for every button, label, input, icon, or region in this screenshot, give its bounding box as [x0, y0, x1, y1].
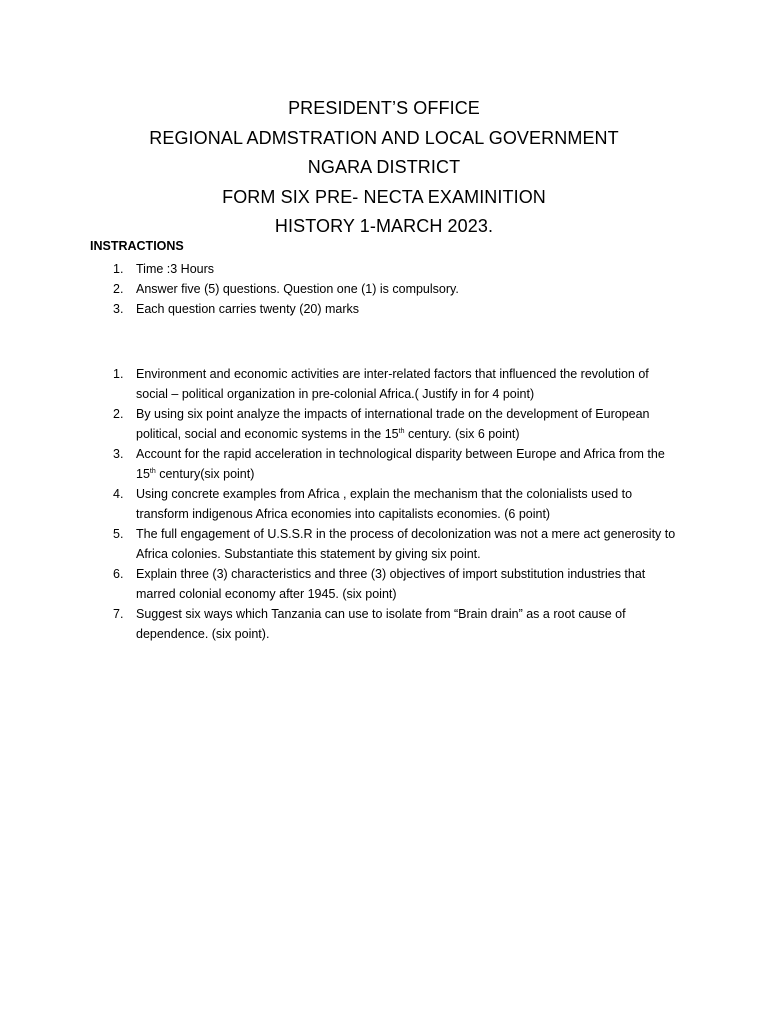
question-number: 6.: [113, 567, 124, 581]
question-item: [0, 404, 768, 444]
question-text-part: century(six point): [155, 467, 255, 481]
instruction-item: [0, 259, 768, 279]
question-number: 3.: [113, 447, 124, 461]
question-text: Using concrete examples from Africa , explain the mechanism that the colonialists used to transform indigenous Africa economies into capitalists economies. (6 point): [136, 487, 633, 521]
header-office: PRESIDENT’S OFFICE: [288, 98, 480, 118]
instruction-text: Answer five (5) questions. Question one (1) is compulsory.: [136, 282, 459, 296]
question-number: 2.: [113, 407, 124, 421]
question-item: [0, 484, 768, 524]
question-number: 7.: [113, 607, 124, 621]
question-item: [0, 604, 768, 644]
instruction-number: 3.: [113, 302, 124, 316]
instruction-number: 1.: [113, 262, 124, 276]
question-text-part: Account for the rapid acceleration in technological disparity between Europe and Africa from the 15: [136, 447, 665, 481]
instructions-list: [0, 259, 768, 319]
instructions-heading: INSTRACTIONS: [90, 239, 184, 253]
header-exam-title: FORM SIX PRE- NECTA EXAMINITION: [222, 186, 546, 207]
question-item: [0, 444, 768, 484]
header-subject-date: HISTORY 1-MARCH 2023.: [274, 216, 494, 236]
header-district: NGARA DISTRICT: [307, 157, 461, 177]
question-number: 1.: [113, 367, 124, 381]
question-item: [0, 524, 768, 564]
question-number: 4.: [113, 487, 124, 501]
instruction-text: Time :3 Hours: [136, 262, 215, 276]
questions-list: [0, 364, 768, 644]
instruction-text: Each question carries twenty (20) marks: [136, 302, 360, 316]
question-text: Explain three (3) characteristics and three (3) objectives of import substitution industries that marred colonial economy after 1945. (six point): [136, 567, 646, 601]
ordinal-suffix: th: [149, 467, 156, 475]
question-text: The full engagement of U.S.S.R in the process of decolonization was not a mere act generosity to Africa colonies. Substantiate this statement by giving six point.: [136, 527, 676, 561]
question-text: [136, 444, 681, 484]
question-number: 5.: [113, 527, 124, 541]
question-text-part: century. (six 6 point): [404, 427, 520, 441]
question-text: Suggest six ways which Tanzania can use to isolate from “Brain drain” as a root cause of dependence. (six point).: [136, 607, 626, 641]
question-text: [136, 404, 681, 444]
instruction-number: 2.: [113, 282, 124, 296]
question-text-part: By using six point analyze the impacts of international trade on the development of European political, social and economic systems in the 15: [136, 407, 650, 441]
question-text: Environment and economic activities are inter-related factors that influenced the revolution of social – political organization in pre-colonial Africa.( Justify in for 4 point): [136, 367, 649, 401]
document-header: [0, 94, 768, 242]
instruction-item: [0, 279, 768, 299]
question-item: [0, 364, 768, 404]
header-ministry: REGIONAL ADMSTRATION AND LOCAL GOVERNMENT: [149, 127, 619, 148]
ordinal-suffix: th: [398, 427, 405, 435]
question-item: [0, 564, 768, 604]
instruction-item: [0, 299, 768, 319]
